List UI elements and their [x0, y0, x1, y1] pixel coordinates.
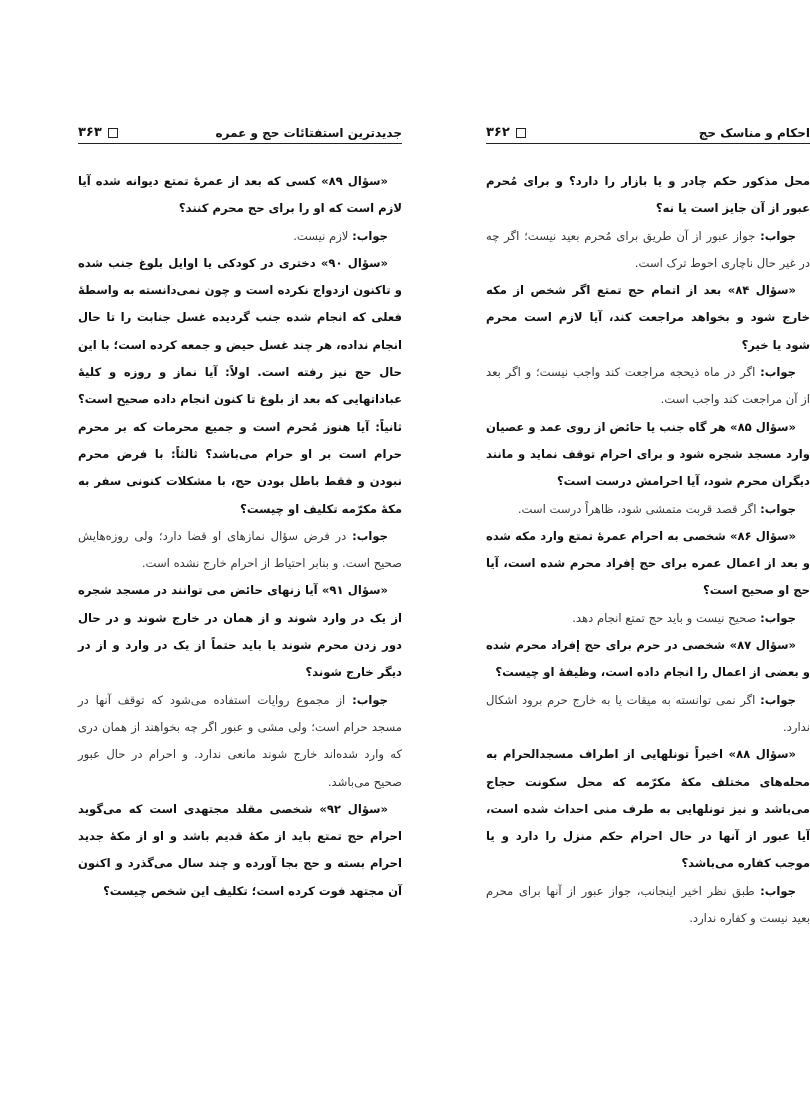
- left-page-number: ۳۶۳: [78, 125, 102, 140]
- right-answer-paragraph: [486, 496, 810, 523]
- right-page-number-group: [486, 125, 526, 140]
- right-answer-paragraph: [486, 878, 810, 933]
- answer-text: از مجموع روایات استفاده می‌شود که توقف آنها در مسجد حرام است؛ ولی مشی و عبور اگر چه بخواهند از همان دری که وارد شده‌اند خارج شوند مانعی ندارد. و احرام در حال عبور صحیح می‌باشد.: [78, 692, 402, 789]
- right-question-paragraph: محل مذکور حکم چادر و یا بازار را دارد؟ و برای مُحرم عبور از آن جایز است یا نه؟: [486, 174, 810, 216]
- left-question-paragraph: «سؤال ۹۱» آیا زنهای حائض می توانند در مسجد شجره از یک در وارد شوند و از همان در خارج شوند و در حال دور زدن محرم شوند یا باید حتماً از یک در وارد و از در دیگر خارج شوند؟: [78, 583, 402, 680]
- left-answer-paragraph: [78, 523, 402, 578]
- square-icon: [108, 128, 118, 138]
- left-page-header: [78, 118, 402, 144]
- answer-label: جواب:: [760, 610, 796, 625]
- left-question-paragraph: «سؤال ۸۹» کسی که بعد از عمرهٔ تمتع دیوانه شده آیا لازم است که او را برای حج محرم کنند؟: [78, 174, 402, 216]
- answer-label: جواب:: [760, 228, 796, 243]
- answer-label: جواب:: [352, 528, 388, 543]
- right-answer-paragraph: [486, 223, 810, 278]
- left-page-number-group: [78, 125, 118, 140]
- answer-text: صحیح نیست و باید حج تمتع انجام دهد.: [572, 610, 761, 625]
- right-question-paragraph: «سؤال ۸۵» هر گاه جنب یا حائض از روی عمد و عصیان وارد مسجد شجره شود و برای احرام توقف نماید و مانند دیگران محرم شود، آیا احرامش درست است؟: [486, 419, 810, 489]
- answer-text: طبق نظر اخیر اینجانب، جواز عبور از آنها برای محرم بعید نیست و کفاره ندارد.: [486, 883, 810, 926]
- right-page-title: احکام و مناسک حج: [698, 126, 810, 140]
- answer-text: اگر نمی توانسته به میقات یا به خارج حرم برود اشکال ندارد.: [486, 692, 810, 734]
- square-icon: [516, 128, 526, 138]
- answer-label: جواب:: [760, 692, 796, 707]
- right-page-number: ۳۶۲: [486, 125, 510, 140]
- right-question-paragraph: «سؤال ۸۶» شخصی به احرام عمرهٔ تمتع وارد مکه شده و بعد از اعمال عمره برای حج إفراد محرم شده است، آیا حج او صحیح است؟: [486, 528, 810, 598]
- answer-text: اگر قصد قربت متمشی شود، ظاهراً درست است.: [517, 501, 761, 516]
- left-answer-paragraph: [78, 687, 402, 796]
- left-page-body: [78, 168, 402, 905]
- answer-label: جواب:: [352, 228, 388, 243]
- left-question-paragraph: «سؤال ۹۲» شخصی مقلد مجتهدی است که می‌گوید احرام حج تمتع باید از مکهٔ قدیم باشد و او از مکهٔ جدید احرام بسته و حج بجا آورده و چند سال می‌گذرد و اکنون آن مجتهد فوت کرده است؛ تکلیف این شخص چیست؟: [78, 801, 402, 898]
- answer-label: جواب:: [760, 501, 796, 516]
- right-answer-paragraph: [486, 359, 810, 414]
- answer-label: جواب:: [352, 692, 388, 707]
- answer-text: اگر در ماه ذیحجه مراجعت کند واجب نیست؛ و اگر بعد از آن مراجعت کند واجب است.: [486, 365, 810, 407]
- answer-label: جواب:: [760, 883, 796, 898]
- left-page-title: جدیدترین استفتائات حج و عمره: [215, 126, 402, 140]
- answer-text: در فرض سؤال نمازهای او قضا دارد؛ ولی روزه‌هایش صحیح است. و بنابر احتیاط از احرام خارج نشده است.: [78, 528, 402, 571]
- right-question-paragraph: «سؤال ۸۷» شخصی در حرم برای حج إفراد محرم شده و بعضی از اعمال را انجام داده است، وظیفهٔ او چیست؟: [486, 638, 810, 680]
- right-answer-paragraph: [486, 605, 810, 632]
- answer-text: لازم نیست.: [293, 228, 353, 243]
- left-answer-paragraph: [78, 223, 402, 250]
- right-question-paragraph: «سؤال ۸۴» بعد از اتمام حج تمتع اگر شخص از مکه خارج شود و بخواهد مراجعت کند، آیا لازم است محرم شود یا خیر؟: [486, 283, 810, 352]
- answer-label: جواب:: [760, 365, 796, 380]
- right-page-body: [486, 168, 810, 932]
- right-page-header: [486, 118, 810, 144]
- answer-text: جواز عبور از آن طریق برای مُحرم بعید نیست؛ اگر چه در غیر حال ناچاری احوط ترک است.: [486, 228, 810, 270]
- left-page: [78, 118, 402, 905]
- right-page: [486, 118, 810, 932]
- right-question-paragraph: «سؤال ۸۸» اخیراً تونلهایی از اطراف مسجدالحرام به محله‌های مختلف مکهٔ مکرّمه که محل سکونت حجاج می‌باشد و نیز تونلهایی به طرف منی احداث شده است، آیا عبور از آنها در حال احرام حکم منزل را دارد و یا موجب کفاره می‌باشد؟: [486, 747, 810, 871]
- right-answer-paragraph: [486, 687, 810, 742]
- left-question-paragraph: «سؤال ۹۰» دختری در کودکی یا اوایل بلوغ جنب شده و تاکنون ازدواج نکرده است و چون نمی‌دانسته به واسطهٔ فعلی که انجام شده جنب گردیده غسل جنابت را تا حال انجام نداده، هر چند غسل حیض و جمعه کرده است؛ با این حال حج نیز رفته است. اولاً: آیا نماز و روزه و کلیهٔ عباداتهایی که بعد از بلوغ تا کنون انجام داده صحیح است؟ ثانیاً: آیا هنوز مُحرم است و جمیع محرمات که بر محرم حرام است بر او حرام می‌باشد؟ ثالثاً: با فرض محرم نبودن و فقط باطل بودن حج، با مشکلات کنونی سفر به مکهٔ مکرّمه تکلیف او چیست؟: [78, 255, 402, 516]
